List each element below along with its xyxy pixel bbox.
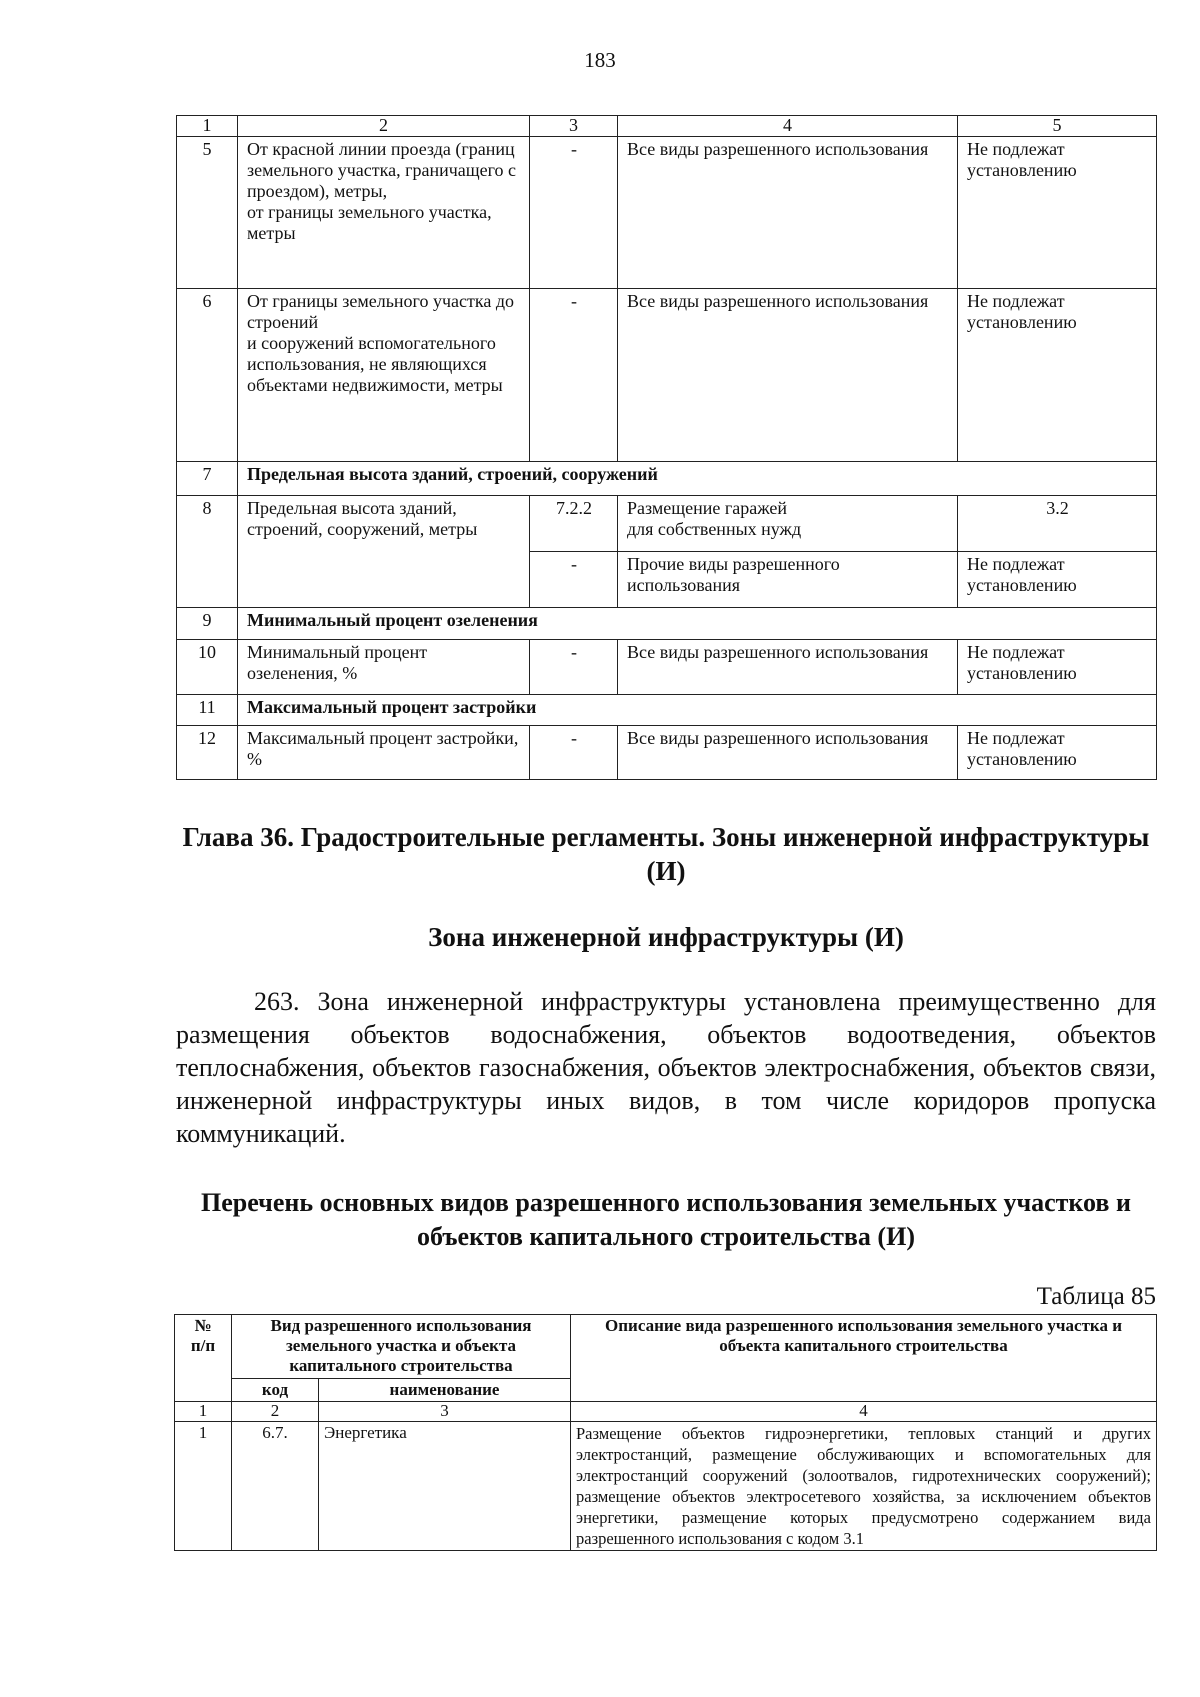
section-title: Предельная высота зданий, строений, сооружений <box>238 462 1157 496</box>
table-label: Таблица 85 <box>1036 1283 1156 1310</box>
code-cell: - <box>530 137 618 289</box>
table-row <box>177 640 1157 695</box>
table-row <box>177 289 1157 462</box>
parameter-cell: Минимальный процент озеленения, % <box>238 640 530 695</box>
row-number: 8 <box>177 496 238 608</box>
use-cell: Все виды разрешенного использования <box>618 289 958 462</box>
header-use: Вид разрешенного использования земельного участка и объекта капитального строительства <box>232 1315 571 1379</box>
header-cell: 1 <box>177 116 238 137</box>
header-cell: 3 <box>319 1402 571 1422</box>
row-number: 6 <box>177 289 238 462</box>
regulations-table <box>176 115 1157 780</box>
column-number-row <box>175 1402 1157 1422</box>
table-row <box>175 1422 1157 1551</box>
row-number: 10 <box>177 640 238 695</box>
use-cell: Все виды разрешенного использования <box>618 640 958 695</box>
list-title: Перечень основных видов разрешенного использования земельных участков и объектов капитального строительства (И) <box>201 1188 1131 1251</box>
parameter-cell: От границы земельного участка до строений и сооружений вспомогательного использования, не являющихся объектами недвижимости, метры <box>238 289 530 462</box>
header-cell: 4 <box>618 116 958 137</box>
value-cell: Не подлежат установлению <box>958 137 1157 289</box>
description-cell: Размещение объектов гидроэнергетики, тепловых станций и других электростанций, размещение обслуживающих и вспомогательных для электростанций сооружений (золоотвалов, гидротехнических сооружений); размещение объектов электросетевого хозяйства, за исключением объектов энергетики, размещение которых предусмотрено содержанием вида разрешенного использования с кодом 3.1 <box>571 1422 1157 1551</box>
section-title: Минимальный процент озеленения <box>238 608 1157 640</box>
section-title: Максимальный процент застройки <box>238 695 1157 726</box>
code-cell: - <box>530 289 618 462</box>
code-cell: - <box>530 552 618 608</box>
table-header-row <box>175 1315 1157 1379</box>
chapter-title: Глава 36. Градостроительные регламенты. Зоны инженерной инфраструктуры (И) <box>182 822 1150 886</box>
row-number: 12 <box>177 726 238 780</box>
parameter-cell: Максимальный процент застройки, % <box>238 726 530 780</box>
header-cell: 1 <box>175 1402 232 1422</box>
header-cell: 3 <box>530 116 618 137</box>
page-number: 183 <box>584 48 616 72</box>
header-cell: 5 <box>958 116 1157 137</box>
value-cell: Не подлежат установлению <box>958 726 1157 780</box>
header-name: наименование <box>319 1379 571 1402</box>
parameter-cell: Предельная высота зданий, строений, сооружений, метры <box>238 496 530 608</box>
section-row <box>177 608 1157 640</box>
header-code: код <box>232 1379 319 1402</box>
code-cell: - <box>530 640 618 695</box>
code-cell: 7.2.2 <box>530 496 618 552</box>
header-number: № п/п <box>175 1315 232 1402</box>
use-cell: Все виды разрешенного использования <box>618 137 958 289</box>
header-cell: 2 <box>232 1402 319 1422</box>
use-cell: Все виды разрешенного использования <box>618 726 958 780</box>
zone-title: Зона инженерной инфраструктуры (И) <box>428 922 904 952</box>
value-cell: 3.2 <box>958 496 1157 552</box>
paragraph-263: 263. Зона инженерной инфраструктуры установлена преимущественно для размещения объектов водоснабжения, объектов водоотведения, объектов теплоснабжения, объектов газоснабжения, объектов электроснабжения, объектов связи, инженерной инфраструктуры иных видов, в том числе коридоров пропуска коммуникаций. <box>176 987 1156 1148</box>
header-cell: 2 <box>238 116 530 137</box>
use-cell: Прочие виды разрешенного использования <box>618 552 958 608</box>
row-number: 7 <box>177 462 238 496</box>
section-row <box>177 695 1157 726</box>
row-number: 5 <box>177 137 238 289</box>
code-cell: 6.7. <box>232 1422 319 1551</box>
value-cell: Не подлежат установлению <box>958 552 1157 608</box>
header-cell: 4 <box>571 1402 1157 1422</box>
table-header-row <box>177 116 1157 137</box>
parameter-cell: От красной линии проезда (границ земельного участка, граничащего с проездом), метры, от границы земельного участка, метры <box>238 137 530 289</box>
permitted-uses-table <box>174 1314 1157 1551</box>
table-row <box>177 496 1157 552</box>
table-row <box>177 726 1157 780</box>
use-cell: Размещение гаражей для собственных нужд <box>618 496 958 552</box>
table-row <box>177 137 1157 289</box>
header-description: Описание вида разрешенного использования земельного участка и объекта капитального строительства <box>571 1315 1157 1402</box>
name-cell: Энергетика <box>319 1422 571 1551</box>
row-number: 1 <box>175 1422 232 1551</box>
value-cell: Не подлежат установлению <box>958 640 1157 695</box>
code-cell: - <box>530 726 618 780</box>
section-row <box>177 462 1157 496</box>
value-cell: Не подлежат установлению <box>958 289 1157 462</box>
row-number: 9 <box>177 608 238 640</box>
row-number: 11 <box>177 695 238 726</box>
